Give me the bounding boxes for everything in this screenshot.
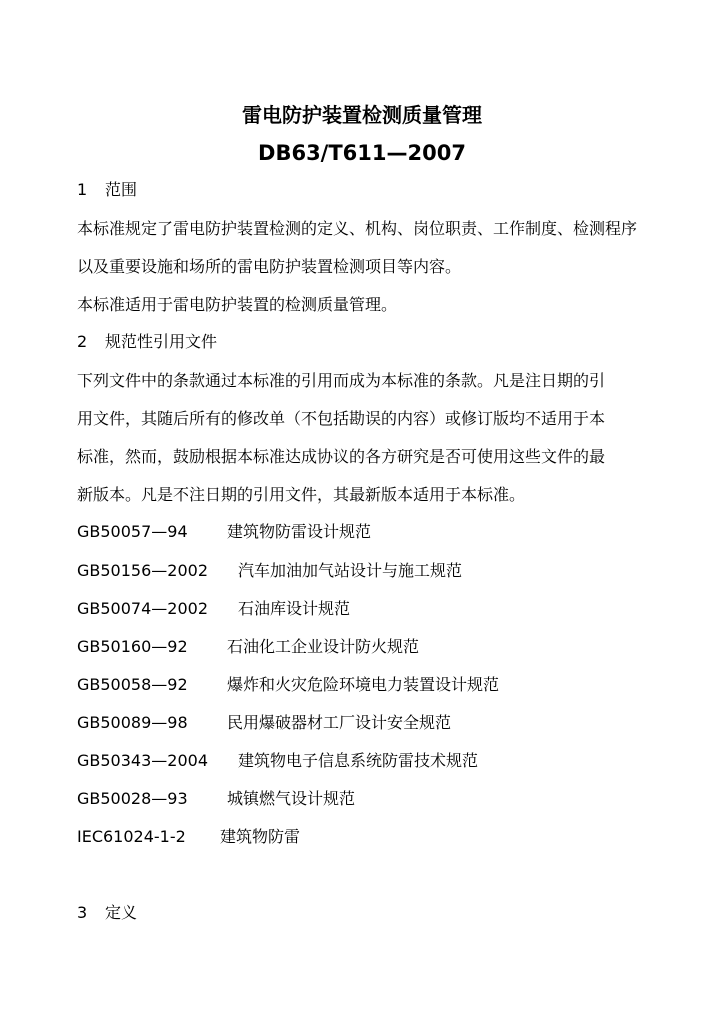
section-title: 定义 xyxy=(105,903,138,922)
reference-item xyxy=(77,561,462,581)
reference-item xyxy=(77,637,419,657)
reference-name: 建筑物电子信息系统防雷技术规范 xyxy=(238,751,479,770)
reference-name: 建筑物防雷设计规范 xyxy=(227,522,372,541)
reference-code: IEC61024-1-2 xyxy=(77,827,186,846)
reference-name: 汽车加油加气站设计与施工规范 xyxy=(238,561,463,580)
reference-item xyxy=(77,713,451,733)
section-number: 3 xyxy=(77,903,88,922)
reference-code: GB50156—2002 xyxy=(77,561,208,580)
section-number: 2 xyxy=(77,332,88,351)
paragraph-line: 本标准适用于雷电防护装置的检测质量管理。 xyxy=(77,295,398,314)
reference-code: GB50057—94 xyxy=(77,522,188,541)
reference-code: GB50160—92 xyxy=(77,637,188,656)
reference-code: GB50343—2004 xyxy=(77,751,208,770)
paragraph-line: 下列文件中的条款通过本标准的引用而成为本标准的条款。凡是注日期的引 xyxy=(77,371,606,390)
paragraph-line: 本标准规定了雷电防护装置检测的定义、机构、岗位职责、工作制度、检测程序 xyxy=(77,219,638,238)
section-1-heading xyxy=(77,180,137,200)
reference-item xyxy=(77,522,371,542)
section-title: 范围 xyxy=(105,180,138,199)
reference-code: GB50074—2002 xyxy=(77,599,208,618)
section-number: 1 xyxy=(77,180,88,199)
section-2-heading xyxy=(77,332,217,352)
reference-name: 石油化工企业设计防火规范 xyxy=(227,637,420,656)
reference-code: GB50028—93 xyxy=(77,789,188,808)
paragraph-line: 以及重要设施和场所的雷电防护装置检测项目等内容。 xyxy=(77,257,462,276)
document-title: 雷电防护装置检测质量管理 xyxy=(242,103,482,127)
reference-item xyxy=(77,827,300,847)
reference-code: GB50058—92 xyxy=(77,675,188,694)
reference-item xyxy=(77,599,350,619)
paragraph-line: 新版本。凡是不注日期的引用文件，其最新版本适用于本标准。 xyxy=(77,485,526,504)
reference-item xyxy=(77,675,499,695)
reference-name: 建筑物防雷 xyxy=(220,827,301,846)
paragraph-line: 用文件，其随后所有的修改单（不包括勘误的内容）或修订版均不适用于本 xyxy=(77,409,606,428)
reference-name: 城镇燃气设计规范 xyxy=(227,789,356,808)
reference-item xyxy=(77,751,478,771)
standard-code: DB63/T611—2007 xyxy=(258,141,466,165)
section-title: 规范性引用文件 xyxy=(105,332,218,351)
reference-name: 爆炸和火灾危险环境电力装置设计规范 xyxy=(227,675,500,694)
reference-name: 石油库设计规范 xyxy=(238,599,351,618)
reference-name: 民用爆破器材工厂设计安全规范 xyxy=(227,713,452,732)
reference-item xyxy=(77,789,355,809)
paragraph-line: 标准，然而，鼓励根据本标准达成协议的各方研究是否可使用这些文件的最 xyxy=(77,447,606,466)
reference-code: GB50089—98 xyxy=(77,713,188,732)
section-3-heading xyxy=(77,903,137,923)
